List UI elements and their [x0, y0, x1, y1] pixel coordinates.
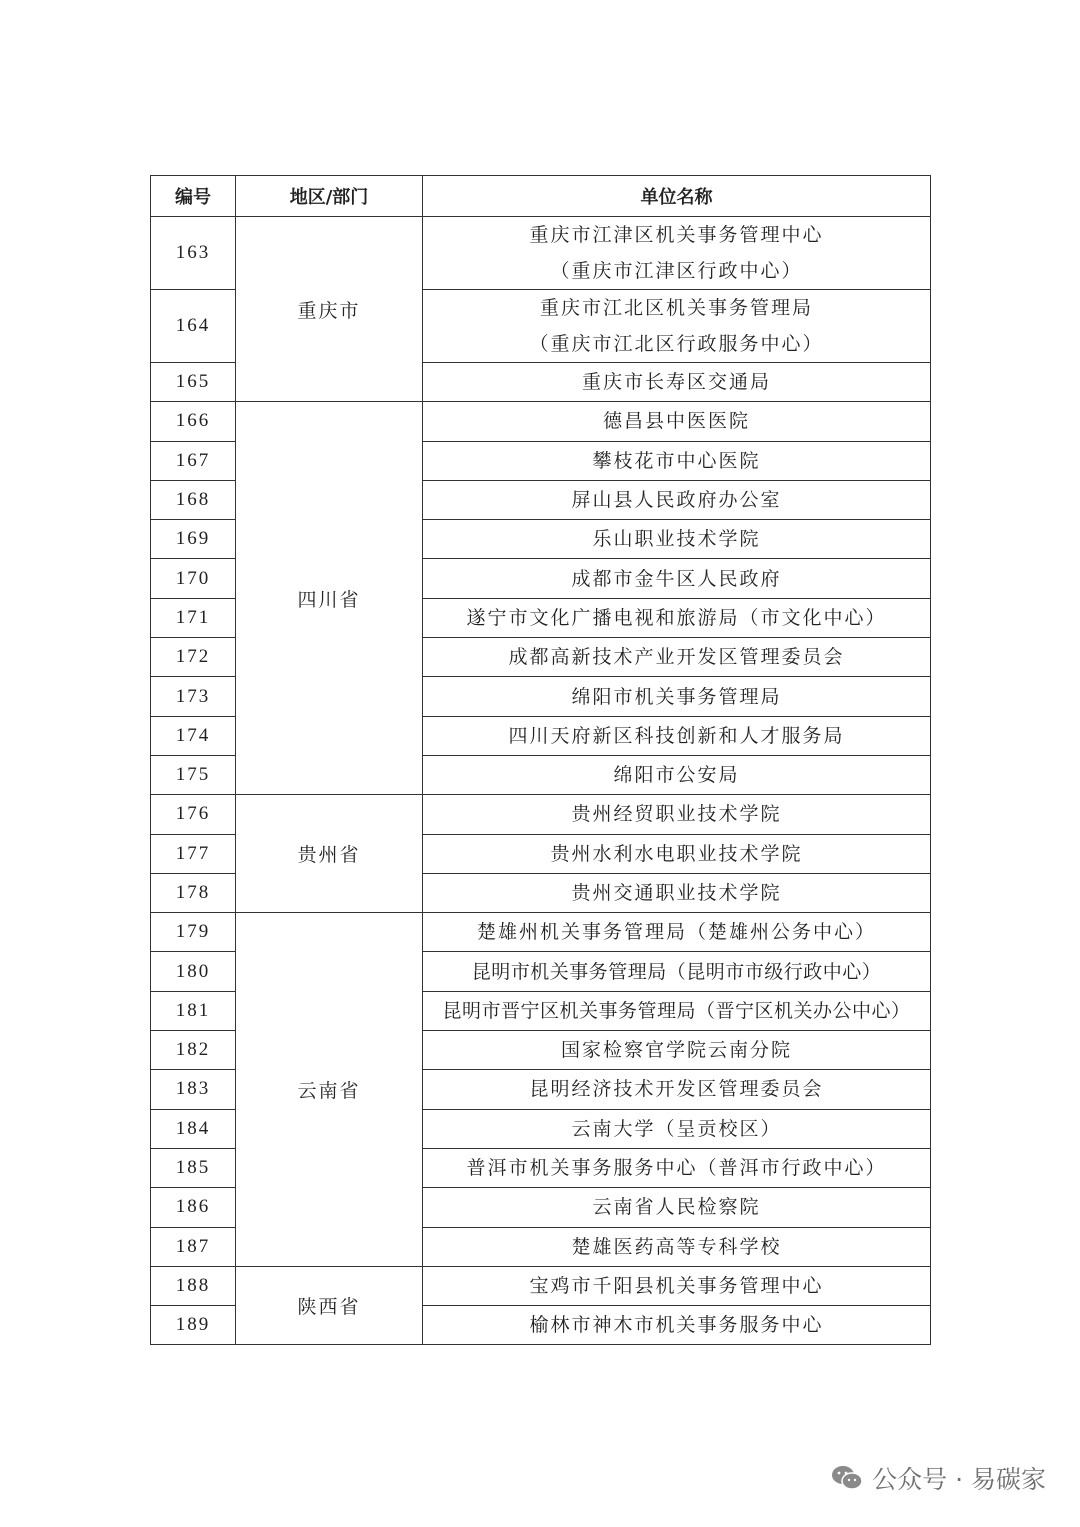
table-body	[151, 217, 931, 1345]
table-row	[151, 217, 931, 290]
unit-name-cell	[423, 1031, 931, 1070]
unit-name-cell	[423, 520, 931, 559]
table-header-row	[151, 176, 931, 217]
row-number: 185	[151, 1148, 236, 1187]
region-cell: 重庆市	[236, 217, 423, 402]
header-number: 编号	[151, 176, 236, 217]
row-number: 163	[151, 217, 236, 290]
unit-name-line: 国家检察官学院云南分院	[560, 1039, 792, 1062]
unit-name-line: 昆明经济技术开发区管理委员会	[529, 1078, 824, 1101]
unit-name-line: 绵阳市机关事务管理局	[571, 685, 782, 708]
unit-name-line: 楚雄州机关事务管理局（楚雄州公务中心）	[476, 921, 876, 944]
unit-name-line: 成都高新技术产业开发区管理委员会	[508, 646, 845, 669]
unit-name-cell	[423, 559, 931, 598]
row-number: 178	[151, 873, 236, 912]
row-number: 166	[151, 402, 236, 441]
row-number: 180	[151, 952, 236, 991]
unit-name-cell	[423, 217, 931, 290]
unit-name-cell	[423, 363, 931, 402]
row-number: 175	[151, 755, 236, 794]
row-number: 172	[151, 638, 236, 677]
row-number: 177	[151, 834, 236, 873]
unit-name-line: 重庆市江津区机关事务管理中心	[529, 224, 824, 246]
wechat-icon	[830, 1463, 864, 1493]
unit-name-cell	[423, 716, 931, 755]
unit-name-line: 屏山县人民政府办公室	[571, 489, 782, 512]
region-cell: 云南省	[236, 913, 423, 1267]
table-row	[151, 795, 931, 834]
row-number: 169	[151, 520, 236, 559]
unit-name-line: 普洱市机关事务服务中心（普洱市行政中心）	[466, 1157, 887, 1180]
unit-name-cell	[423, 991, 931, 1030]
unit-name-line: （重庆市江津区行政中心）	[550, 260, 803, 282]
row-number: 168	[151, 480, 236, 519]
row-number: 176	[151, 795, 236, 834]
unit-name-cell	[423, 1148, 931, 1187]
table-row	[151, 913, 931, 952]
unit-name-cell	[423, 795, 931, 834]
unit-name-line: 乐山职业技术学院	[592, 528, 761, 551]
row-number: 179	[151, 913, 236, 952]
unit-name-line: 遂宁市文化广播电视和旅游局（市文化中心）	[466, 606, 887, 629]
unit-name-cell	[423, 598, 931, 637]
watermark	[830, 1460, 1046, 1496]
unit-name-cell	[423, 952, 931, 991]
table-row	[151, 1266, 931, 1305]
unit-name-line: 贵州水利水电职业技术学院	[550, 842, 803, 865]
watermark-text: 公众号 · 易碳家	[872, 1465, 1046, 1494]
unit-name-cell	[423, 1070, 931, 1109]
unit-name-cell	[423, 1266, 931, 1305]
row-number: 164	[151, 290, 236, 363]
row-number: 187	[151, 1227, 236, 1266]
row-number: 189	[151, 1306, 236, 1345]
unit-name-cell	[423, 1109, 931, 1148]
row-number: 184	[151, 1109, 236, 1148]
unit-name-line: 贵州交通职业技术学院	[571, 882, 782, 904]
unit-name-cell	[423, 290, 931, 363]
unit-name-line: 贵州经贸职业技术学院	[571, 803, 782, 826]
unit-name-line: 昆明市机关事务管理局（昆明市市级行政中心）	[471, 960, 882, 983]
unit-name-line: 宝鸡市千阳县机关事务管理中心	[529, 1274, 824, 1297]
unit-name-line: 四川天府新区科技创新和人才服务局	[508, 724, 845, 747]
unit-name-cell	[423, 638, 931, 677]
unit-name-cell	[423, 755, 931, 794]
unit-name-cell	[423, 677, 931, 716]
header-region: 地区/部门	[236, 176, 423, 217]
unit-name-line: 德昌县中医医院	[602, 410, 750, 433]
unit-name-cell	[423, 913, 931, 952]
unit-name-cell	[423, 1227, 931, 1266]
row-number: 188	[151, 1266, 236, 1305]
unit-name-line: 云南省人民检察院	[592, 1196, 761, 1219]
row-number: 167	[151, 441, 236, 480]
row-number: 165	[151, 363, 236, 402]
unit-name-cell	[423, 873, 931, 912]
unit-name-line: 攀枝花市中心医院	[592, 449, 761, 472]
unit-name-line: 昆明市晋宁区机关事务管理局（晋宁区机关办公中心）	[442, 999, 911, 1022]
row-number: 186	[151, 1188, 236, 1227]
unit-name-line: 成都市金牛区人民政府	[571, 567, 782, 590]
unit-name-cell	[423, 441, 931, 480]
unit-name-line: 楚雄医药高等专科学校	[571, 1235, 782, 1258]
row-number: 181	[151, 991, 236, 1030]
unit-name-cell	[423, 834, 931, 873]
unit-name-cell	[423, 1188, 931, 1227]
row-number: 174	[151, 716, 236, 755]
unit-name-cell	[423, 402, 931, 441]
row-number: 183	[151, 1070, 236, 1109]
header-unit-name: 单位名称	[423, 176, 931, 217]
unit-name-line: 绵阳市公安局	[613, 764, 740, 787]
unit-name-cell	[423, 480, 931, 519]
row-number: 173	[151, 677, 236, 716]
unit-name-cell	[423, 1306, 931, 1345]
region-cell: 陕西省	[236, 1266, 423, 1345]
unit-name-line: 重庆市江北区机关事务管理局	[539, 297, 813, 319]
unit-name-line: 重庆市长寿区交通局	[581, 371, 771, 394]
unit-name-line: 榆林市神木市机关事务服务中心	[529, 1314, 824, 1337]
table-row	[151, 402, 931, 441]
unit-name-line: （重庆市江北区行政服务中心）	[529, 333, 824, 355]
region-cell: 四川省	[236, 402, 423, 795]
units-table	[150, 175, 931, 1345]
unit-name-line: 云南大学（呈贡校区）	[571, 1117, 782, 1140]
row-number: 171	[151, 598, 236, 637]
row-number: 170	[151, 559, 236, 598]
region-cell: 贵州省	[236, 795, 423, 913]
row-number: 182	[151, 1031, 236, 1070]
